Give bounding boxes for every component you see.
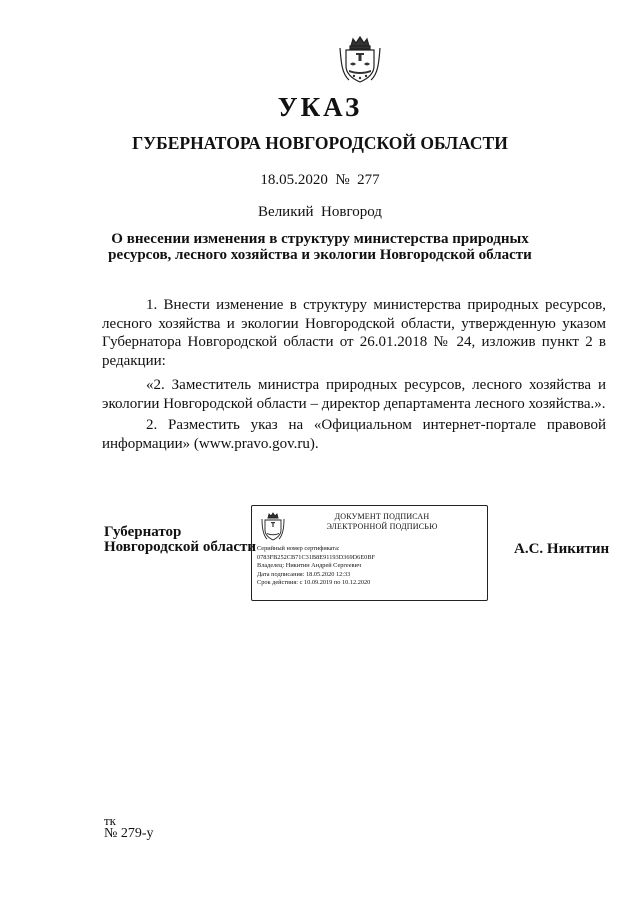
electronic-signature-stamp bbox=[251, 505, 488, 601]
stamp-header-line-1: ДОКУМЕНТ ПОДПИСАН bbox=[334, 512, 430, 521]
stamp-validity: Срок действия: с 10.09.2019 по 10.12.2020 bbox=[257, 579, 371, 586]
paragraph-1: 1. Внести изменение в структуру министерства природных ресурсов, лесного хозяйства и экологии Новгородской области, утвержденную указом Губернатора Новгородской области от 26.01.2018 № 24, изложив пункт 2 в редакции: bbox=[102, 297, 606, 369]
position-line-1: Губернатор bbox=[104, 524, 182, 540]
coat-of-arms-icon bbox=[337, 34, 383, 84]
position-line-2: Новгородской области bbox=[104, 539, 257, 555]
document-title: УКАЗ bbox=[277, 92, 363, 122]
stamp-serial-number: 0783FB252CB71C31B8E91193D369D6E0BF bbox=[257, 553, 376, 561]
paragraph-2: 2. Разместить указ на «Официальном интернет-портале правовой информации» (www.pravo.gov.ru). bbox=[102, 417, 606, 452]
stamp-header-line-2: ЭЛЕКТРОННОЙ ПОДПИСЬЮ bbox=[326, 522, 438, 531]
stamp-coat-of-arms-icon bbox=[260, 511, 286, 541]
place-of-issue: Великий Новгород bbox=[258, 204, 382, 220]
document-heading: О внесении изменения в структуру министерства природных ресурсов, лесного хозяйства и экологии Новгородской области bbox=[108, 231, 532, 263]
paragraph-1-quote: «2. Заместитель министра природных ресурсов, лесного хозяйства и экологии Новгородской области – директор департамента лесного хозяйства.». bbox=[102, 377, 606, 412]
stamp-header bbox=[307, 512, 457, 532]
stamp-serial-label: Серийный номер сертификата: bbox=[257, 545, 340, 552]
footer-initials: тк bbox=[104, 813, 116, 828]
signer-name: А.С. Никитин bbox=[514, 541, 610, 557]
footer-number: № 279-у bbox=[104, 826, 154, 841]
stamp-owner: Владелец: Никитин Андрей Сергеевич bbox=[257, 562, 362, 569]
signatory-position bbox=[104, 525, 256, 555]
date-and-number: 18.05.2020 № 277 bbox=[260, 172, 380, 188]
document-subtitle: ГУБЕРНАТОРА НОВГОРОДСКОЙ ОБЛАСТИ bbox=[132, 133, 508, 153]
stamp-signing-date: Дата подписания: 18.05.2020 12:33 bbox=[257, 570, 351, 578]
